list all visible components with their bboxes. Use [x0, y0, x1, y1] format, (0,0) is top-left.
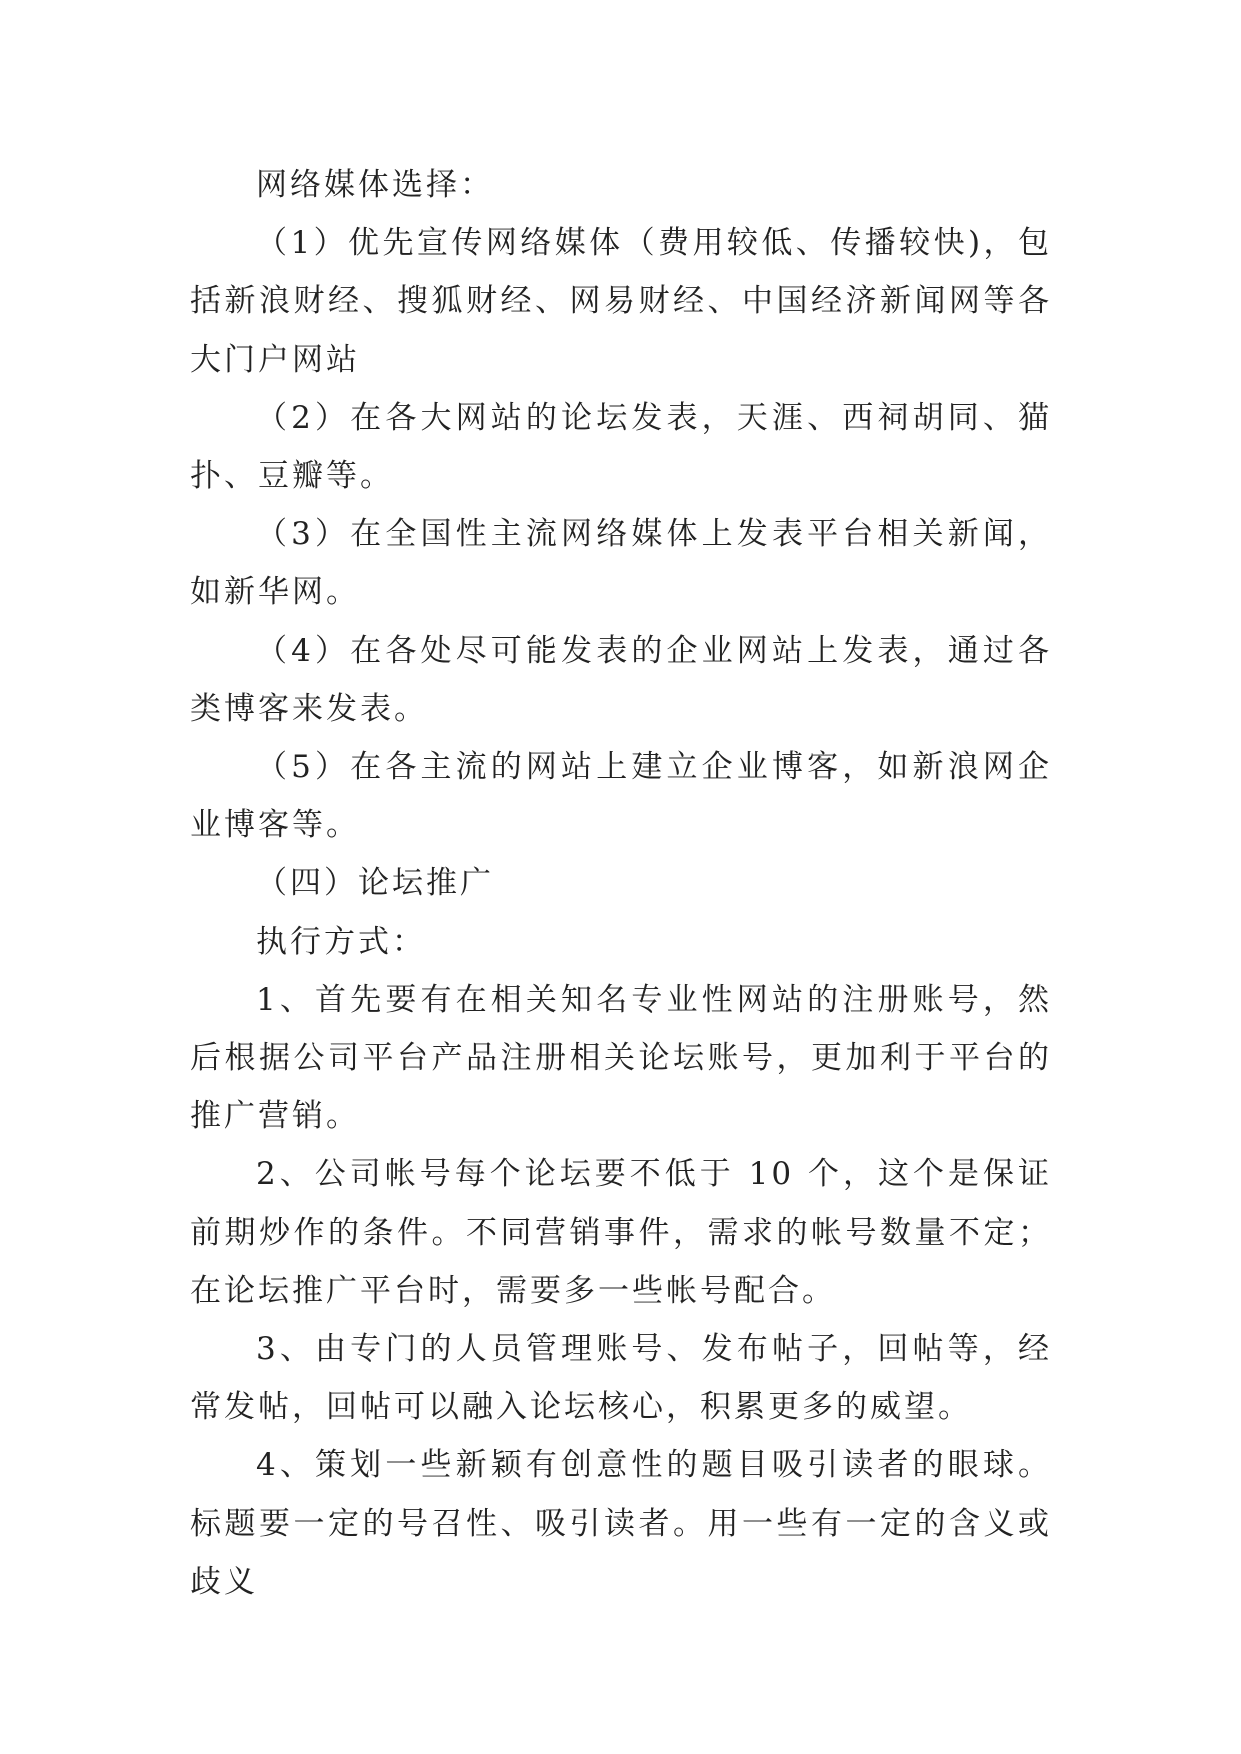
paragraph-media-item-4: （4）在各处尽可能发表的企业网站上发表，通过各类博客来发表。	[190, 632, 1052, 727]
section-heading-forum-promotion: （四）论坛推广	[256, 865, 494, 902]
document-body	[190, 156, 1052, 1611]
paragraph-media-item-5: （5）在各主流的网站上建立企业博客，如新浪网企业博客等。	[190, 749, 1052, 844]
paragraph-media-heading: 网络媒体选择：	[256, 167, 494, 203]
paragraph-execution-item-1: 1、首先要有在相关知名专业性网站的注册账号，然后根据公司平台产品注册相关论坛账号，更加利于平台的推广营销。	[190, 981, 1052, 1135]
paragraph-execution-heading: 执行方式：	[256, 923, 426, 960]
paragraph-media-item-2: （2）在各大网站的论坛发表，天涯、西祠胡同、猫扑、豆瓣等。	[190, 399, 1052, 495]
paragraph-execution-item-4: 4、策划一些新颖有创意性的题目吸引读者的眼球。标题要一定的号召性、吸引读者。用一些有一定的含义或歧义	[190, 1447, 1052, 1600]
paragraph-media-item-3: （3）在全国性主流网络媒体上发表平台相关新闻，如新华网。	[190, 516, 1052, 611]
paragraph-execution-item-2: 2、公司帐号每个论坛要不低于 10 个，这个是保证前期炒作的条件。不同营销事件，需求的帐号数量不定；在论坛推广平台时，需要多一些帐号配合。	[190, 1156, 1052, 1309]
paragraph-media-item-1: （1）优先宣传网络媒体（费用较低、传播较快)，包括新浪财经、搜狐财经、网易财经、中国经济新闻网等各大门户网站	[190, 225, 1052, 378]
paragraph-execution-item-3: 3、由专门的人员管理账号、发布帖子，回帖等，经常发帖，回帖可以融入论坛核心，积累更多的威望。	[190, 1331, 1052, 1426]
